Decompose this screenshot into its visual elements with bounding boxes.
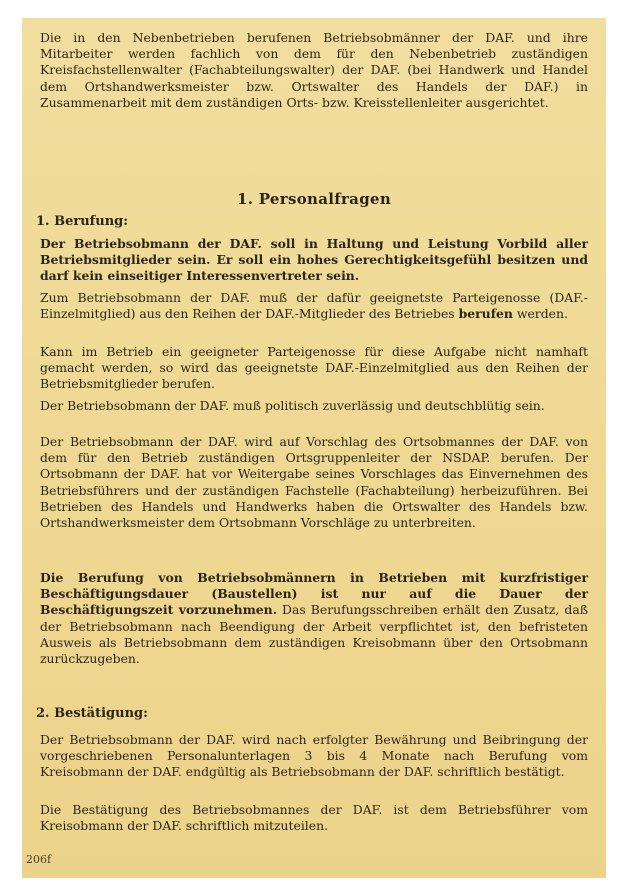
berufung-paragraph-2-end: werden.	[512, 306, 568, 322]
subsection-title-berufung: 1. Berufung:	[36, 214, 129, 229]
document-page	[22, 18, 606, 878]
intro-paragraph: Die in den Nebenbetrieben berufenen Betriebsobmänner der DAF. und ihre Mitarbeiter werden fachlich von dem für den Nebenbetrieb zuständigen Kreisfachstellenwalter (Fachabteilungswalter) der DAF. (bei Handwerk und Handel dem Ortshandwerksmeister bzw. Ortswalter des Handels der DAF.) in Zusammenarbeit mit dem zuständigen Orts- bzw. Kreisstellenleiter ausgerichtet.	[40, 30, 588, 110]
berufung-paragraph-2-text: Zum Betriebsobmann der DAF. muß der dafür geeignetste Parteigenosse (DAF.-Einzelmitglied) aus den Reihen der DAF.-Mitglieder des Betriebes	[40, 290, 588, 322]
page-number: 206f	[26, 853, 52, 866]
bestaetigung-paragraph-2: Die Bestätigung des Betriebsobmannes der DAF. ist dem Betriebsführer vom Kreisobmann der DAF. schriftlich mitzuteilen.	[40, 802, 588, 834]
berufung-paragraph-4: Der Betriebsobmann der DAF. muß politisch zuverlässig und deutschblütig sein.	[40, 398, 545, 413]
berufung-emphasis: berufen	[458, 306, 513, 322]
berufung-paragraph-1: Der Betriebsobmann der DAF. soll in Haltung und Leistung Vorbild aller Betriebsmitglieder sein. Er soll ein hohes Gerechtigkeitsgefühl besitzen und darf kein einseitiger Interessenvertreter sein.	[40, 236, 588, 284]
section-heading: 1. Personalfragen	[236, 190, 392, 208]
berufung-paragraph-6-text: Das Berufungsschreiben erhält den Zusatz, daß der Betriebsobmann nach Beendigung der Arbeit verpflichtet ist, den befristeten Ausweis als Betriebsobmann dem zuständigen Kreisobmann über den Ortsobmann zurückzugeben.	[40, 602, 588, 667]
subsection-title-bestaetigung: 2. Bestätigung:	[36, 706, 148, 721]
berufung-paragraph-5: Der Betriebsobmann der DAF. wird auf Vorschlag des Ortsobmannes der DAF. von dem für den Betrieb zuständigen Ortsgruppenleiter der NSDAP. berufen. Der Ortsobmann der DAF. hat vor Weitergabe seines Vorschlages das Einvernehmen des Betriebsführers und der zuständigen Fachstelle (Fachabteilung) herbeizuführen. Bei Betrieben des Handels und Handwerks haben die Ortswalter des Handels bzw. Ortshandwerksmeister dem Ortsobmann Vorschläge zu unterbreiten.	[40, 434, 588, 531]
berufung-paragraph-6	[40, 570, 588, 667]
berufung-paragraph-3: Kann im Betrieb ein geeigneter Parteigenosse für diese Aufgabe nicht namhaft gemacht werden, so wird das geeignetste DAF.-Einzelmitglied aus den Reihen der Betriebsmitglieder berufen.	[40, 344, 588, 392]
berufung-paragraph-6-bold: Die Berufung von Betriebsobmännern in Betrieben mit kurzfristiger Beschäftigungsdauer (Baustellen) ist nur auf die Dauer der Beschäftigungszeit vorzunehmen.	[40, 570, 588, 618]
bestaetigung-paragraph-1: Der Betriebsobmann der DAF. wird nach erfolgter Bewährung und Beibringung der vorgeschriebenen Personalunterlagen 3 bis 4 Monate nach Berufung vom Kreisobmann der DAF. endgültig als Betriebsobmann der DAF. schriftlich bestätigt.	[40, 732, 588, 780]
berufung-paragraph-2	[40, 290, 588, 322]
